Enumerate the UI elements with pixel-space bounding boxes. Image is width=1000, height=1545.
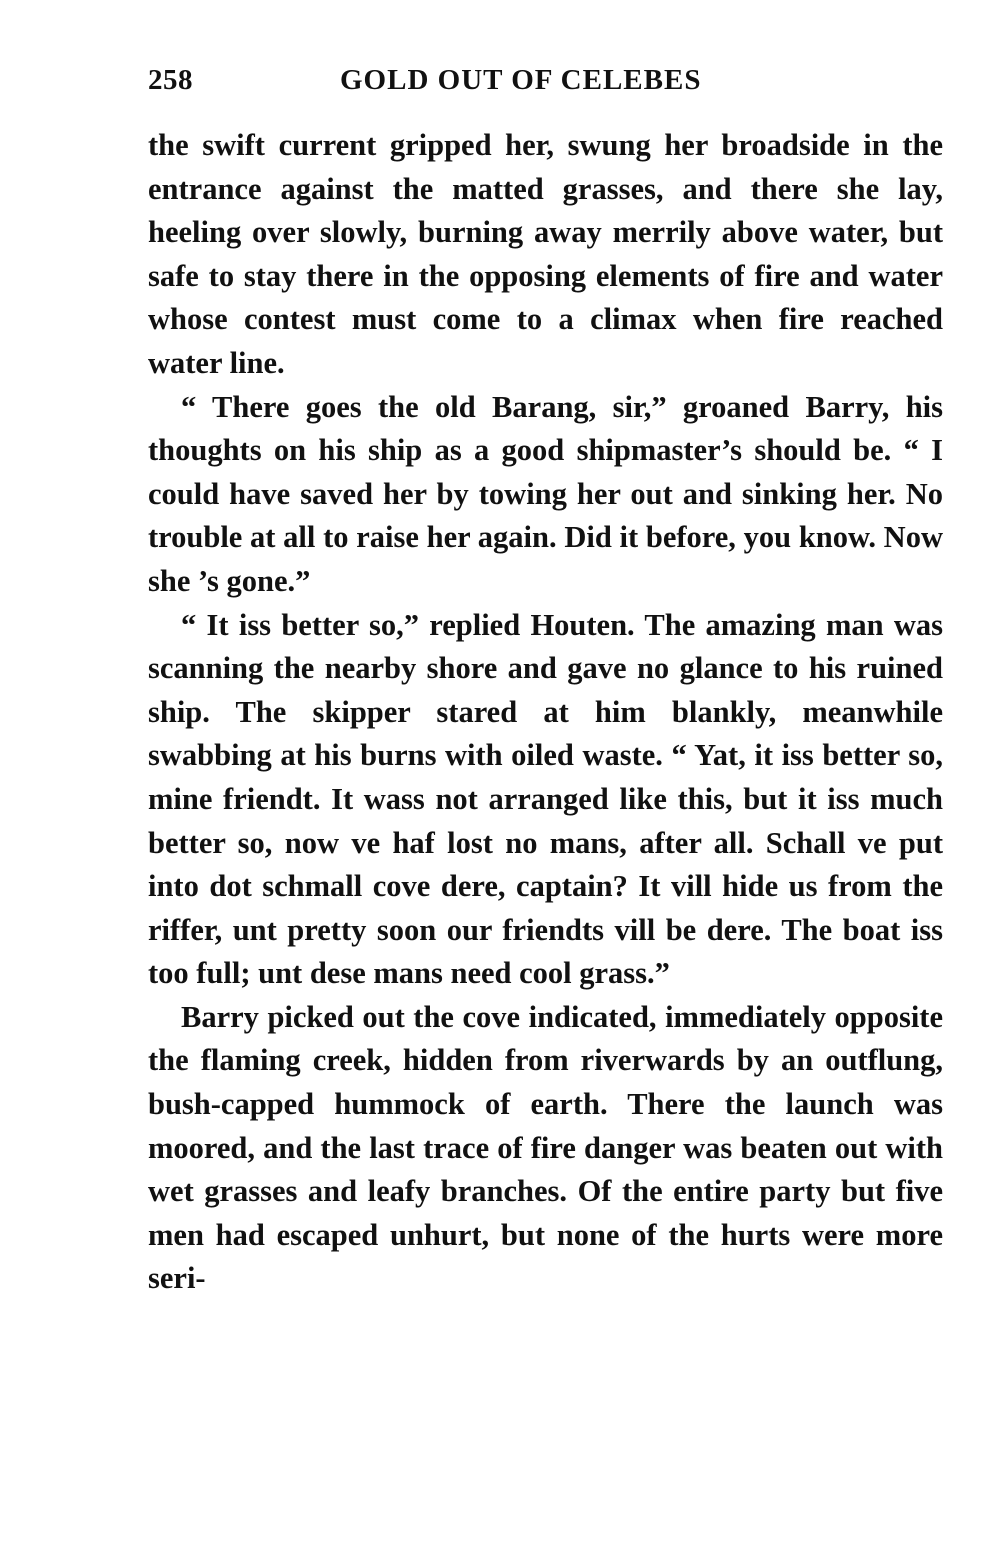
book-page <box>148 58 943 1301</box>
page-header <box>148 58 943 110</box>
page-number: 258 <box>148 64 193 96</box>
paragraph-3: “ It iss better so,” replied Houten. The amazing man was scanning the nearby shore and gave no glance to his ruined ship. The skipper stared at him blankly, meanwhile swabbing at his burns with oiled waste. “ Yat, it iss better so, mine friendt. It wass not arranged like this, but it iss much better so, now ve haf lost no mans, after all. Schall ve put into dot schmall cove dere, captain? It vill hide us from the riffer, unt pretty soon our friendts vill be dere. The boat iss too full; unt dese mans need cool grass.” <box>148 607 943 991</box>
paragraph-4: Barry picked out the cove indicated, immediately opposite the flaming creek, hidden from riverwards by an outflung, bush-capped hummock of earth. There the launch was moored, and the last trace of fire danger was beaten out with wet grasses and leafy branches. Of the entire party but five men had escaped unhurt, but none of the hurts were more seri- <box>148 999 943 1296</box>
paragraph-2: “ There goes the old Barang, sir,” groaned Barry, his thoughts on his ship as a good shipmaster’s should be. “ I could have saved her by towing her out and sinking her. No trouble at all to raise her again. Did it before, you know. Now she ’s gone.” <box>148 389 943 598</box>
paragraph-1: the swift current gripped her, swung her broadside in the entrance against the matted grasses, and there she lay, heeling over slowly, burning away merrily above water, but safe to stay there in the opposing elements of fire and water whose contest must come to a climax when fire reached water line. <box>148 128 943 380</box>
body-text <box>148 124 943 1301</box>
running-title: GOLD OUT OF CELEBES <box>340 64 702 96</box>
